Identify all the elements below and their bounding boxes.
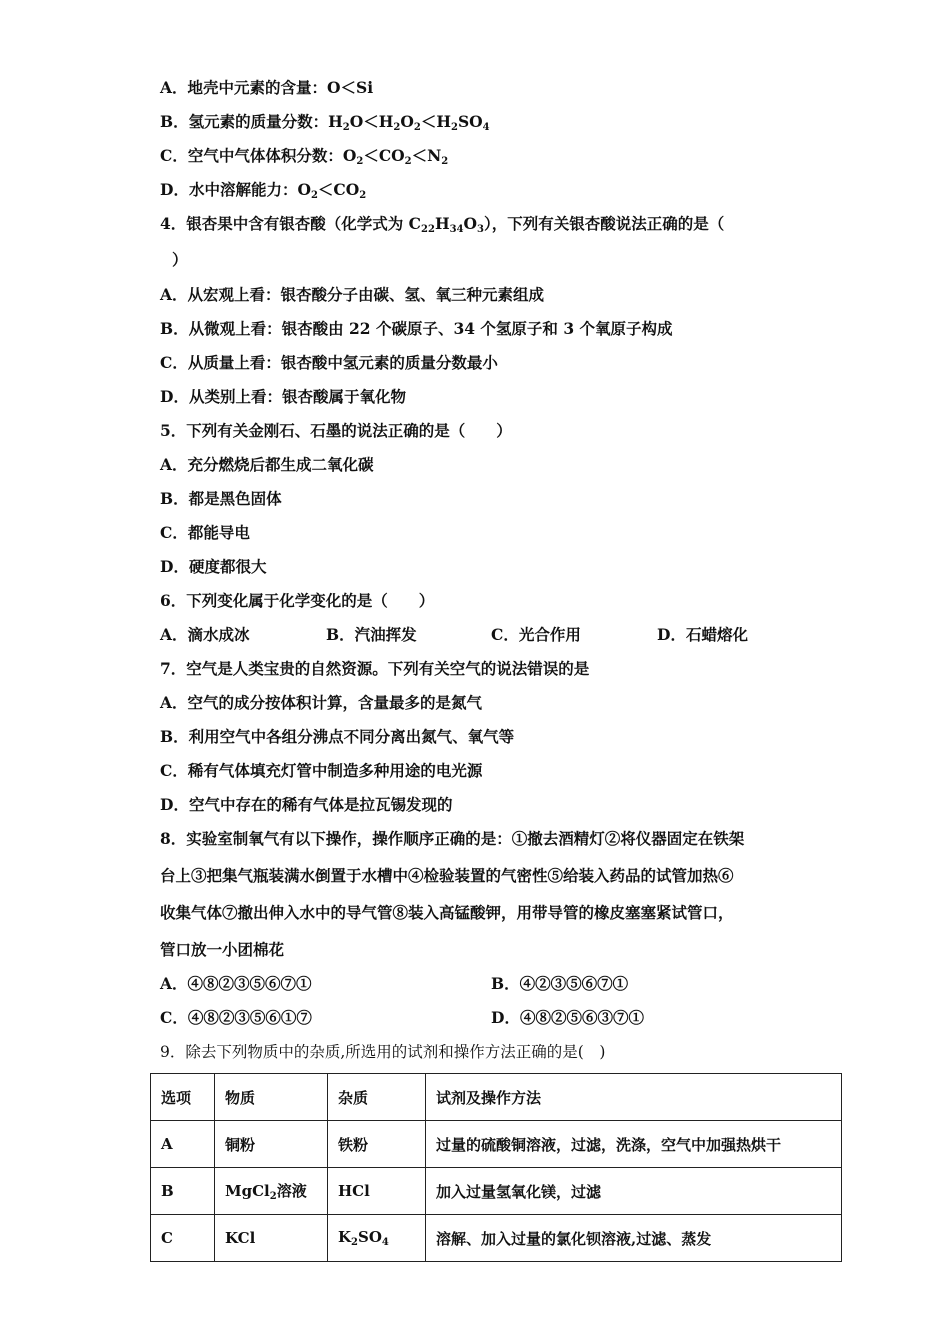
table-header-row — [151, 1074, 842, 1121]
row-substance: MgCl$_2$溶液 — [215, 1168, 328, 1215]
row-option: A — [151, 1121, 215, 1168]
q8-stem-line-4: 管口放一小团棉花 — [160, 940, 285, 959]
q7-option-d: D．空气中存在的稀有气体是拉瓦锡发现的 — [160, 795, 453, 814]
row-impurity: HCl — [328, 1168, 426, 1215]
q6-option-a: A．滴水成冰 — [160, 625, 250, 644]
row-impurity: $K_2SO_4$ — [328, 1215, 426, 1262]
q8-option-a: A．④⑧②③⑤⑥⑦① — [160, 974, 312, 993]
q8-stem-line-1: 8．实验室制氧气有以下操作，操作顺序正确的是：①撤去酒精灯②将仪器固定在铁架 — [160, 829, 745, 848]
table-row — [151, 1168, 842, 1215]
q5-option-d: D．硬度都很大 — [160, 557, 267, 576]
row-substance: KCl — [215, 1215, 328, 1262]
q6-option-d: D．石蜡熔化 — [657, 625, 748, 644]
q6-stem: 6．下列变化属于化学变化的是（ ） — [160, 591, 435, 610]
row-method: 溶解、加入过量的氯化钡溶液,过滤、蒸发 — [426, 1215, 842, 1262]
q5-stem: 5．下列有关金刚石、石墨的说法正确的是（ ） — [160, 421, 512, 440]
q7-option-b: B．利用空气中各组分沸点不同分离出氮气、氧气等 — [160, 727, 515, 746]
q7-option-c: C．稀有气体填充灯管中制造多种用途的电光源 — [160, 761, 483, 780]
q5-option-a: A．充分燃烧后都生成二氧化碳 — [160, 455, 374, 474]
header-impurity: 杂质 — [328, 1074, 426, 1121]
q9-table — [150, 1073, 842, 1262]
row-option: C — [151, 1215, 215, 1262]
row-impurity: 铁粉 — [328, 1121, 426, 1168]
row-option: B — [151, 1168, 215, 1215]
header-substance: 物质 — [215, 1074, 328, 1121]
q3-option-c: C．空气中气体体积分数：$O_2<CO_2<N_2$ — [160, 146, 449, 167]
table-row — [151, 1215, 842, 1262]
q4-option-d: D．从类别上看：银杏酸属于氧化物 — [160, 387, 406, 406]
q4-option-a: A．从宏观上看：银杏酸分子由碳、氢、氧三种元素组成 — [160, 285, 545, 304]
q6-option-c: C．光合作用 — [491, 625, 581, 644]
q3-option-b: B．氢元素的质量分数：$H_2O<H_2O_2<H_2SO_4$ — [160, 112, 490, 133]
q8-option-c: C．④⑧②③⑤⑥①⑦ — [160, 1008, 312, 1027]
q5-option-c: C．都能导电 — [160, 523, 250, 542]
q4-stem: 4．银杏果中含有银杏酸（化学式为 $C_{22}H_{34}O_3$），下列有关银杏酸说法正确的是（ — [160, 214, 725, 235]
row-method: 加入过量氢氧化镁，过滤 — [426, 1168, 842, 1215]
q3-option-d: D．水中溶解能力：$O_2<CO_2$ — [160, 180, 367, 201]
q8-stem-line-2: 台上③把集气瓶装满水倒置于水槽中④检验装置的气密性⑤给装入药品的试管加热⑥ — [160, 866, 734, 885]
q6-option-b: B．汽油挥发 — [326, 625, 417, 644]
q8-option-d: D．④⑧②⑤⑥③⑦① — [491, 1008, 644, 1027]
table-row — [151, 1121, 842, 1168]
header-option: 选项 — [151, 1074, 215, 1121]
q4-option-c: C．从质量上看：银杏酸中氢元素的质量分数最小 — [160, 353, 498, 372]
q8-stem-line-3: 收集气体⑦撤出伸入水中的导气管⑧装入高锰酸钾，用带导管的橡皮塞塞紧试管口， — [160, 903, 734, 922]
q7-option-a: A．空气的成分按体积计算，含量最多的是氮气 — [160, 693, 483, 712]
q9-stem: 9．除去下列物质中的杂质,所选用的试剂和操作方法正确的是( ) — [160, 1043, 606, 1061]
q5-option-b: B．都是黑色固体 — [160, 489, 282, 508]
q7-stem: 7．空气是人类宝贵的自然资源。下列有关空气的说法错误的是 — [160, 659, 590, 678]
row-substance: 铜粉 — [215, 1121, 328, 1168]
q8-option-b: B．④②③⑤⑥⑦① — [491, 974, 629, 993]
q3-option-a: A．地壳中元素的含量：O＜Si — [160, 78, 374, 97]
row-method: 过量的硫酸铜溶液，过滤，洗涤，空气中加强热烘干 — [426, 1121, 842, 1168]
header-method: 试剂及操作方法 — [426, 1074, 842, 1121]
q4-option-b: B．从微观上看：银杏酸由 22 个碳原子、34 个氢原子和 3 个氧原子构成 — [160, 319, 673, 338]
q4-stem-close: ） — [172, 250, 188, 269]
